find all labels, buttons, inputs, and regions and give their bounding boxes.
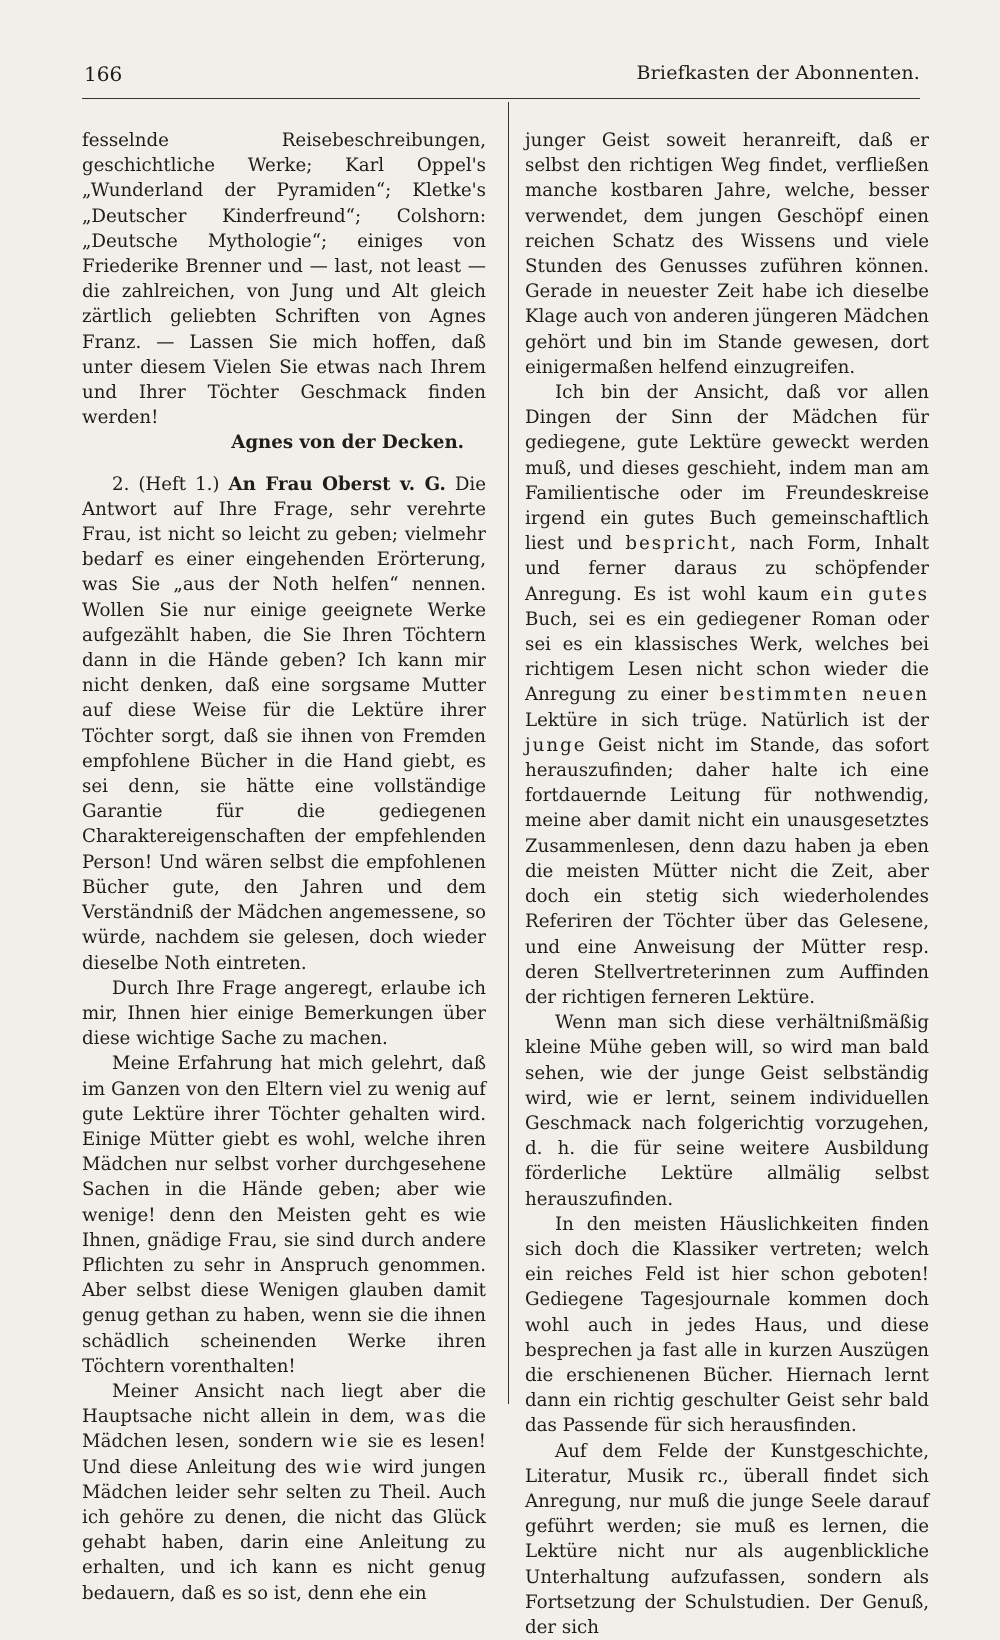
page-number: 166 <box>84 62 123 86</box>
page-header <box>80 58 920 92</box>
signature: Agnes von der Decken. <box>231 432 464 454</box>
paragraph <box>525 380 929 1010</box>
paragraph-letter-2 <box>82 472 486 976</box>
text-run: wird jungen Mädchen leider sehr selten zu Theil. Auch ich gehöre zu denen, die nicht das Glück gehabt haben, darin eine Anleitung zu erhalten, und ich kann es nicht genug bedauern, daß es so ist, denn ehe ein <box>82 1456 486 1604</box>
paragraph: Meine Erfahrung hat mich gelehrt, daß im Ganzen von den Eltern viel zu wenig auf gute Lektüre ihrer Töchter gehalten wird. Einige Mütter giebt es wohl, welche ihren Mädchen nur selbst vorher durchgesehene Sachen in die Hände geben; aber wie wenige! denn den Meisten geht es wie Ihnen, gnädige Frau, sie sind durch andere Pflichten zu sehr in Anspruch genommen. Aber selbst diese Wenigen glauben damit genug gethan zu haben, wenn sie die ihnen schädlich scheinenden Werke ihren Töchtern vorenthalten! <box>82 1053 486 1377</box>
text-run: , nach Form, Inhalt und ferner daraus zu schöpfender Anregung. Es ist wohl kaum <box>525 533 929 605</box>
text-run: Geist nicht im Stande, das sofort herauszufinden; daher halte ich eine fortdauernde Leitung für nothwendig, meine aber damit nicht ein unausgesetztes Zusammenlesen, denn dazu haben ja eben die meisten Mütter nicht die Zeit, aber doch ein stetig sich wiederholendes Referiren der Töchter über das Gelesene, und eine Anweisung der Mütter resp. deren Stellvertreterinnen zum Auffinden der richtigen ferneren Lektüre. <box>525 734 929 1008</box>
text-run: Lektüre in sich trüge. Natürlich ist der <box>525 709 929 731</box>
letter-number: 2. (Heft 1.) <box>112 473 220 495</box>
text-run: Buch, sei es ein gediegener Roman oder sei es ein klassisches Werk, welches bei richtigem Lesen nicht schon wieder die Anregung zu einer <box>525 608 929 706</box>
paragraph <box>82 1379 486 1606</box>
emphasis: wie <box>325 1456 364 1478</box>
paragraph: fesselnde Reisebeschreibungen, geschichtliche Werke; Karl Oppel's „Wunderland der Pyramiden“; Kletke's „Deutscher Kinderfreund“; Colshorn: „Deutsche Mythologie“; einiges von Friederike Brenner und — last, not least — die zahlreichen, von Jung und Alt gleich zärtlich geliebten Schriften von Agnes Franz. — Lassen Sie mich hoffen, daß unter diesem Vielen Sie etwas nach Ihrem und Ihrer Töchter Geschmack finden werden! <box>82 130 486 429</box>
text-run: die Mädchen lesen, sondern <box>82 1406 486 1453</box>
emphasis: was <box>405 1406 448 1428</box>
emphasis: ein gutes <box>820 583 929 605</box>
letter-addressee: An Frau Oberst v. G. <box>228 473 446 495</box>
emphasis: bestimmten neuen <box>719 684 929 706</box>
running-title: Briefkasten der Abonnenten. <box>636 62 920 84</box>
column-divider <box>508 102 509 1404</box>
text-run: Ich bin der Ansicht, daß vor allen Dingen der Sinn der Mädchen für gediegene, gute Lektüre geweckt werden muß, und dieses geschieht, indem man am Familientische oder im Freundeskreise irgend ein gutes Buch gemeinschaftlich liest und <box>525 382 929 555</box>
text-run: Meiner Ansicht nach liegt aber die Hauptsache nicht allein in dem, <box>82 1380 486 1428</box>
text-run: sie es lesen! Und diese Anleitung des <box>82 1431 486 1478</box>
header-rule <box>82 98 920 99</box>
emphasis: bespricht <box>625 533 731 555</box>
letter-text: Die Antwort auf Ihre Frage, sehr verehrte Frau, ist nicht so leicht zu geben; vielmehr bedarf es einer eingehenden Erörterung, was Sie „aus der Noth helfen“ nennen. Wollen Sie nur einige geeignete Werke aufgezählt haben, die Sie Ihren Töchtern dann in die Hände geben? Ich kann mir nicht denken, daß eine sorgsame Mutter auf diese Weise für die Lektüre ihrer Töchter sorgt, daß sie ihnen von Fremden empfohlene Bücher in die Hand giebt, es sei denn, sie hätte eine vollständige Garantie für die gediegenen Charaktereigenschaften der empfehlenden Person! Und wären selbst die empfohlenen Bücher gute, den Jahren und dem Verständniß der Mädchen angemessene, so würde, nachdem sie gelesen, doch wieder dieselbe Noth eintreten. <box>82 473 486 974</box>
paragraph: Auf dem Felde der Kunstgeschichte, Literatur, Musik rc., überall findet sich Anregung, nur muß die junge Seele darauf geführt werden; sie muß es lernen, die Lektüre nicht nur als augenblickliche Unterhaltung aufzufassen, sondern als Fortsetzung der Schulstudien. Der Genuß, der sich <box>525 1440 929 1638</box>
emphasis: junge <box>525 734 587 756</box>
paragraph: Wenn man sich diese verhältnißmäßig kleine Mühe geben will, so wird man bald sehen, wie der junge Geist selbständig wird, wie er lernt, seinem individuellen Geschmack nach folgerichtig vorzugehen, d. h. die für seine weitere Ausbildung förderliche Lektüre allmälig selbst herauszufinden. <box>525 1012 929 1210</box>
paragraph: Durch Ihre Frage angeregt, erlaube ich mir, Ihnen hier einige Bemerkungen über diese wichtige Sache zu machen. <box>82 977 486 1050</box>
left-column <box>82 128 486 1606</box>
paragraph: In den meisten Häuslichkeiten finden sich doch die Klassiker vertreten; welch ein reiches Feld ist hier schon geboten! Gediegene Tagesjournale kommen doch wohl auch in jedes Haus, und diese besprechen ja fast alle in kurzen Auszügen die erschienenen Bücher. Hiernach lernt dann ein richtig geschulter Geist sehr bald das Passende für sich herausfinden. <box>525 1213 929 1437</box>
right-column <box>525 128 929 1640</box>
emphasis: wie <box>321 1431 360 1453</box>
paragraph: junger Geist soweit heranreift, daß er selbst den richtigen Weg findet, verfließen manche kostbaren Jahre, welche, besser verwendet, dem jungen Geschöpf einen reichen Schatz des Wissens und viele Stunden des Genusses zuführen können. Gerade in neuester Zeit habe ich dieselbe Klage auch von anderen jüngeren Mädchen gehört und bin im Stande gewesen, dort einigermaßen helfend einzugreifen. <box>525 130 929 378</box>
